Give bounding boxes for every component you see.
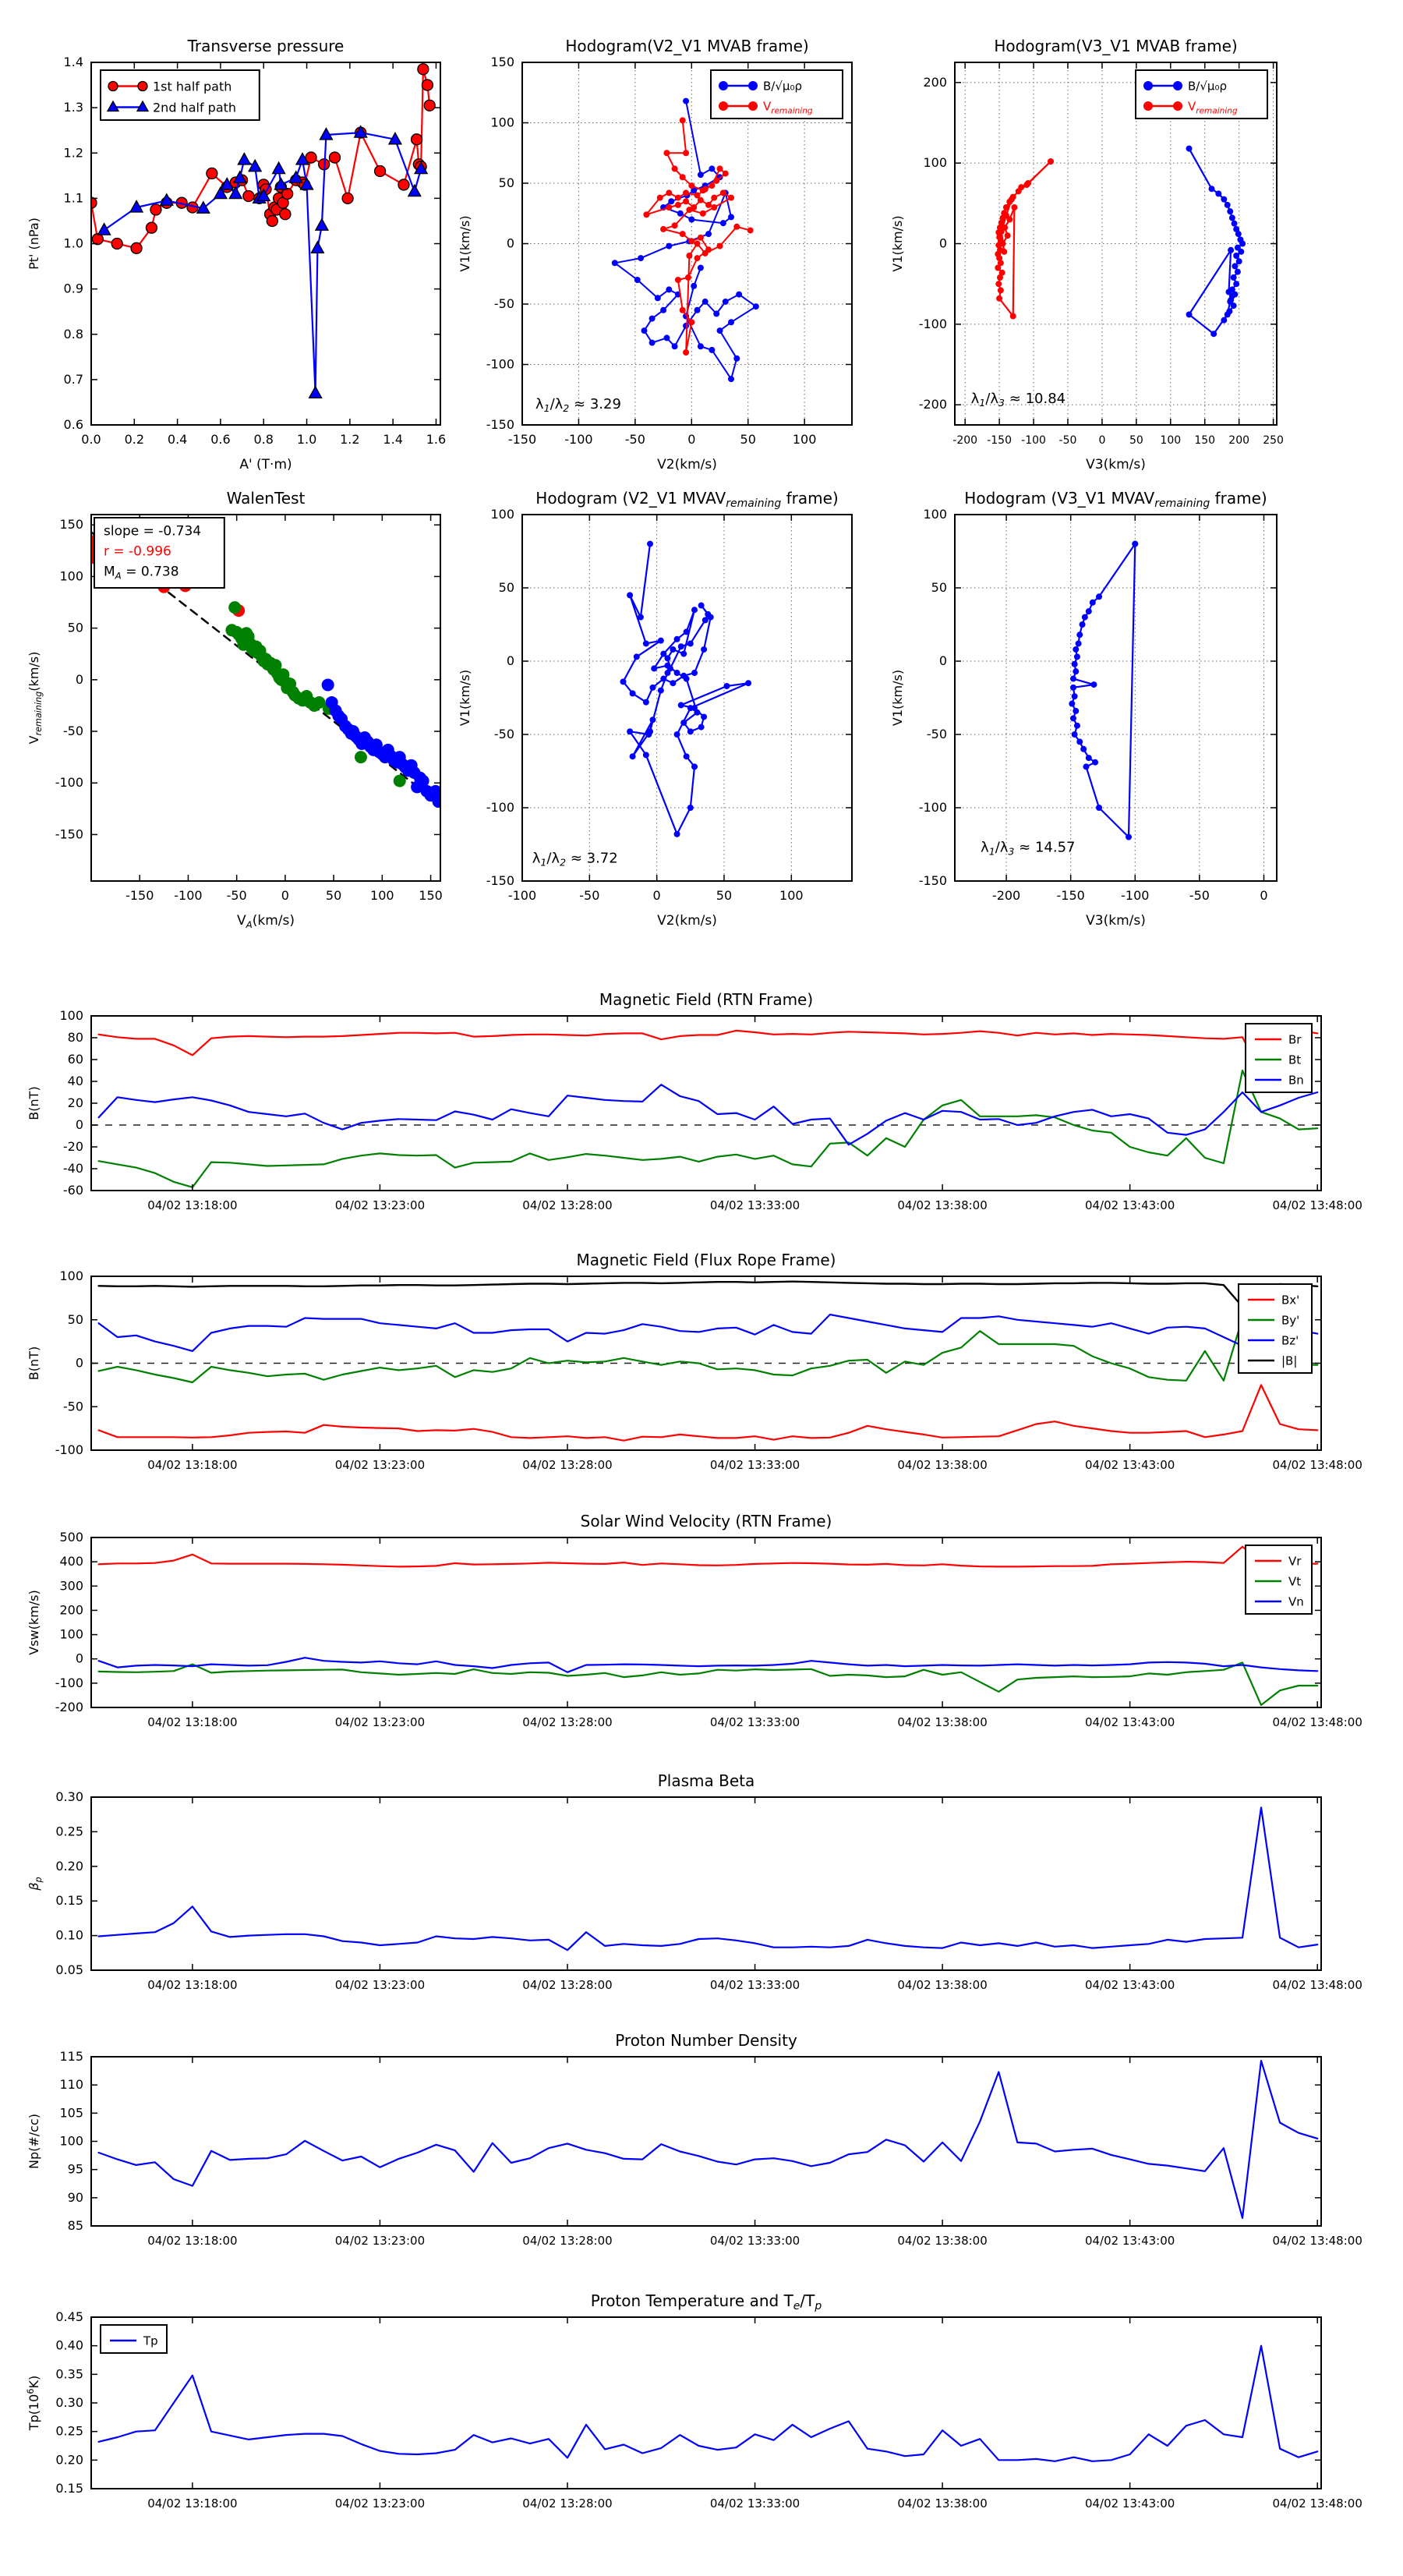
x-tick-label: 04/02 13:18:00	[147, 2234, 238, 2248]
panel-title: WalenTest	[226, 489, 306, 508]
y-tick-label: -200	[918, 397, 947, 412]
x-axis-label: V2(km/s)	[657, 457, 717, 472]
x-axis-label: V2(km/s)	[657, 913, 717, 929]
series-b-over-sqrt-mu0rho	[1186, 146, 1246, 338]
panel-magnetic-field-flux-rope	[27, 1251, 1362, 1472]
x-tick-label: 0.8	[253, 432, 274, 447]
x-tick-label: 04/02 13:38:00	[897, 1978, 988, 1992]
y-tick-label: -100	[55, 1442, 83, 1457]
x-tick-label: 04/02 13:43:00	[1084, 1198, 1175, 1212]
x-tick-label: -150	[1056, 888, 1085, 903]
stats-line: r = -0.996	[104, 543, 171, 560]
x-tick-label: 04/02 13:48:00	[1272, 1978, 1362, 1992]
x-tick-label: 04/02 13:18:00	[147, 1458, 238, 1472]
stats-box	[94, 518, 224, 588]
series-By-prime	[99, 1318, 1318, 1383]
stats-line: slope = -0.734	[104, 523, 202, 540]
legend-item-label: 2nd half path	[153, 100, 237, 115]
y-tick-label: -150	[486, 873, 514, 888]
x-tick-label: 04/02 13:48:00	[1272, 1715, 1362, 1729]
y-tick-label: 0.05	[55, 1962, 83, 1977]
series-Tp	[99, 2346, 1318, 2461]
x-tick-label: 04/02 13:28:00	[522, 2234, 613, 2248]
x-tick-label: 100	[792, 432, 817, 447]
y-tick-label: -150	[55, 826, 83, 842]
axis-ticks	[91, 1016, 1321, 1191]
y-tick-label: 85	[67, 2218, 83, 2233]
panel-title: Hodogram (V3_V1 $MVAV_{remaining}$ frame)	[964, 489, 1267, 510]
x-axis-label: $V_A(km/s)$	[236, 913, 295, 930]
y-tick-label: 200	[59, 1602, 83, 1618]
x-tick-label: -150	[507, 432, 537, 447]
y-tick-label: 1.2	[63, 145, 83, 161]
panel-annotation: $\lambda_1/\lambda_3 \approx 10.84$	[970, 391, 1066, 409]
x-tick-label: -50	[1058, 434, 1077, 447]
legend	[1246, 1024, 1312, 1092]
x-tick-label: 1.0	[296, 432, 317, 447]
x-tick-label: 04/02 13:23:00	[334, 1198, 426, 1212]
y-tick-label: 500	[59, 1530, 83, 1545]
y-tick-label: 200	[923, 74, 947, 90]
x-tick-label: 04/02 13:48:00	[1272, 2234, 1362, 2248]
legend-item-label: Vn	[1288, 1594, 1304, 1609]
y-tick-label: 0	[75, 1355, 83, 1371]
series-v-remaining	[643, 117, 753, 356]
x-tick-label: 04/02 13:43:00	[1084, 2496, 1175, 2511]
panel-title: Transverse pressure	[187, 37, 345, 55]
panel-plasma-beta	[27, 1771, 1362, 1992]
legend-item-label: Tp	[143, 2334, 158, 2348]
panel-hodogram-v2v1-mvab	[458, 37, 852, 472]
y-tick-label: -20	[62, 1139, 83, 1154]
y-tick-label: -100	[486, 356, 514, 372]
y-tick-label: 400	[59, 1554, 83, 1569]
x-tick-label: 04/02 13:33:00	[709, 1978, 800, 1992]
y-tick-label: 0.25	[55, 1824, 83, 1839]
legend-item-label: B/√μ₀ρ	[1188, 79, 1227, 94]
x-tick-label: 1.2	[340, 432, 360, 447]
axes-frame	[91, 1016, 1321, 1191]
legend-item-label: By'	[1281, 1313, 1300, 1328]
y-tick-label: 150	[490, 55, 514, 69]
x-tick-label: -50	[579, 888, 600, 903]
y-tick-label: -50	[493, 296, 514, 311]
panel-hodogram-v2v1-mvav	[458, 489, 852, 929]
legend-item-label: Bx'	[1281, 1293, 1300, 1307]
y-tick-label: 110	[59, 2077, 83, 2093]
y-axis-label: $\beta_p$	[27, 1877, 44, 1891]
x-tick-label: 04/02 13:38:00	[897, 1198, 988, 1212]
x-tick-label: 0	[1260, 888, 1268, 903]
panel-title: Magnetic Field (RTN Frame)	[599, 990, 814, 1009]
y-tick-label: 0.7	[63, 371, 83, 387]
legend-item-label: Bt	[1288, 1053, 1302, 1067]
x-tick-label: 04/02 13:18:00	[147, 1978, 238, 1992]
y-tick-label: -150	[486, 417, 514, 432]
axis-ticks	[522, 515, 852, 881]
legend-item-label: Vr	[1288, 1554, 1302, 1569]
x-tick-label: -50	[624, 432, 645, 447]
legend	[1246, 1545, 1312, 1614]
y-tick-label: 100	[59, 1008, 83, 1023]
x-tick-label: 04/02 13:28:00	[522, 1978, 613, 1992]
legend-item-label: Vt	[1288, 1574, 1302, 1589]
y-tick-label: -60	[62, 1183, 83, 1198]
x-tick-label: 0	[687, 432, 696, 447]
series-Vr	[99, 1547, 1318, 1567]
panel-proton-number-density	[27, 2031, 1362, 2248]
y-tick-label: 80	[67, 1030, 83, 1045]
x-tick-label: 50	[325, 888, 342, 903]
panel-annotation: $\lambda_1/\lambda_2 \approx 3.72$	[532, 850, 618, 869]
legend-item-label: $V_{remaining}$	[763, 99, 813, 116]
panel-title: Hodogram(V2_V1 MVAB frame)	[565, 37, 809, 55]
panel-annotation: $\lambda_1/\lambda_3 \approx 14.57$	[981, 839, 1076, 858]
y-tick-label: 90	[67, 2189, 83, 2205]
axis-ticks	[91, 2317, 1321, 2489]
axes-frame	[91, 2057, 1321, 2226]
y-tick-label: 1.4	[63, 55, 83, 69]
series-Vt	[99, 1662, 1318, 1705]
y-tick-label: 100	[59, 2133, 83, 2149]
y-tick-label: 60	[67, 1052, 83, 1067]
panel-solar-wind-velocity	[27, 1512, 1362, 1729]
y-axis-label: Pt' (nPa)	[27, 218, 41, 270]
y-axis-label: V1(km/s)	[890, 215, 905, 272]
panel-title: Proton Number Density	[615, 2031, 797, 2050]
y-tick-label: 0	[75, 1117, 83, 1132]
y-axis-label: V1(km/s)	[458, 215, 472, 272]
y-axis-label: V1(km/s)	[458, 669, 472, 727]
y-tick-label: 100	[59, 568, 83, 584]
x-tick-label: 04/02 13:43:00	[1084, 2234, 1175, 2248]
y-axis-label: Np(#/cc)	[27, 2114, 41, 2169]
x-tick-label: -50	[1189, 888, 1210, 903]
axis-ticks	[91, 2057, 1321, 2226]
y-tick-label: -100	[918, 800, 947, 815]
legend-item-label: Bz'	[1281, 1333, 1299, 1348]
y-tick-label: 100	[923, 155, 947, 171]
y-tick-label: 0	[938, 653, 947, 668]
legend	[101, 2325, 167, 2353]
x-tick-label: 100	[1160, 434, 1182, 447]
y-tick-label: 20	[67, 1095, 83, 1110]
y-tick-label: 0	[75, 1651, 83, 1666]
series-Bz-prime	[99, 1313, 1318, 1351]
y-tick-label: -100	[486, 800, 514, 815]
y-tick-label: 100	[923, 507, 947, 522]
series-v-remaining	[995, 158, 1054, 319]
y-tick-label: 100	[59, 1626, 83, 1642]
x-tick-label: 0.0	[81, 432, 101, 447]
series-Bt	[99, 1070, 1318, 1187]
x-tick-label: 04/02 13:18:00	[147, 2496, 238, 2511]
x-tick-label: 04/02 13:38:00	[897, 1458, 988, 1472]
panel-annotation: $\lambda_1/\lambda_2 \approx 3.29$	[535, 396, 621, 415]
y-tick-label: 150	[59, 517, 83, 533]
series-Bn	[99, 1085, 1318, 1145]
y-tick-label: 0	[506, 653, 514, 668]
x-tick-label: 04/02 13:28:00	[522, 2496, 613, 2511]
y-tick-label: 0	[506, 235, 514, 251]
x-tick-label: 1.6	[426, 432, 447, 447]
x-tick-label: 100	[370, 888, 394, 903]
series-beta-p	[99, 1807, 1318, 1950]
x-tick-label: -200	[991, 888, 1021, 903]
x-tick-label: 250	[1263, 434, 1284, 447]
panel-walen-test	[27, 489, 445, 930]
x-tick-label: 04/02 13:43:00	[1084, 1458, 1175, 1472]
x-tick-label: 04/02 13:23:00	[334, 1978, 426, 1992]
y-tick-label: 0.20	[55, 1858, 83, 1874]
series-Bx-prime	[99, 1385, 1318, 1440]
y-tick-label: 300	[59, 1578, 83, 1594]
panel-magnetic-field-rtn	[27, 990, 1362, 1212]
x-axis-label: V3(km/s)	[1086, 457, 1146, 472]
x-tick-label: 04/02 13:38:00	[897, 1715, 988, 1729]
axes-frame	[522, 515, 852, 881]
x-tick-label: -100	[174, 888, 203, 903]
x-tick-label: 04/02 13:28:00	[522, 1198, 613, 1212]
x-tick-label: 04/02 13:38:00	[897, 2496, 988, 2511]
y-tick-label: -100	[55, 1675, 83, 1690]
x-tick-label: 200	[1228, 434, 1250, 447]
y-tick-label: 1.1	[63, 190, 83, 206]
y-axis-label: $Tp(10^6K)$	[26, 2375, 41, 2431]
axis-ticks	[955, 515, 1277, 881]
x-tick-label: 100	[779, 888, 804, 903]
x-tick-label: 0.6	[210, 432, 231, 447]
legend	[1136, 70, 1267, 119]
x-tick-label: 0	[281, 888, 289, 903]
x-tick-label: 04/02 13:48:00	[1272, 1198, 1362, 1212]
y-tick-label: -200	[55, 1700, 83, 1714]
y-axis-label: Vsw(km/s)	[27, 1590, 41, 1655]
x-tick-label: -150	[987, 434, 1012, 447]
x-tick-label: 1.4	[383, 432, 403, 447]
y-tick-label: 50	[67, 620, 83, 635]
panel-proton-temperature	[26, 2291, 1362, 2511]
y-axis-label: V1(km/s)	[890, 669, 905, 727]
stats-line: $M_A = 0.738$	[104, 564, 179, 582]
panel-title: Proton Temperature and $T_e/T_p$	[590, 2291, 822, 2312]
y-tick-label: -50	[926, 727, 947, 741]
x-tick-label: 04/02 13:18:00	[147, 1715, 238, 1729]
y-tick-label: -40	[62, 1161, 83, 1176]
y-tick-label: 0.30	[55, 1789, 83, 1804]
x-tick-label: -50	[226, 888, 247, 903]
panel-hodogram-v3v1-mvav	[890, 489, 1277, 929]
y-tick-label: 0.15	[55, 1893, 83, 1909]
x-tick-label: 04/02 13:28:00	[522, 1715, 613, 1729]
y-tick-label: 0.40	[55, 2337, 83, 2353]
x-tick-label: 04/02 13:43:00	[1084, 1978, 1175, 1992]
x-tick-label: 04/02 13:33:00	[709, 1198, 800, 1212]
x-tick-label: -100	[1121, 888, 1150, 903]
y-tick-label: 100	[490, 507, 514, 522]
x-tick-label: 50	[1129, 434, 1143, 447]
x-tick-label: 04/02 13:33:00	[709, 2496, 800, 2511]
y-tick-label: 0.6	[63, 417, 83, 432]
x-tick-label: -150	[125, 888, 154, 903]
y-tick-label: -50	[62, 1399, 83, 1414]
x-tick-label: 0.4	[167, 432, 188, 447]
x-tick-label: -100	[564, 432, 593, 447]
y-tick-label: 50	[498, 175, 514, 190]
axes-frame	[955, 515, 1277, 881]
x-tick-label: 04/02 13:23:00	[334, 2496, 426, 2511]
x-tick-label: 150	[419, 888, 443, 903]
series-Np	[99, 2061, 1318, 2218]
y-tick-label: 0	[938, 235, 947, 251]
y-tick-label: 50	[67, 1311, 83, 1327]
panel-title: Magnetic Field (Flux Rope Frame)	[576, 1251, 836, 1269]
panel-title: Hodogram (V2_V1 $MVAV_{remaining}$ frame)	[535, 489, 839, 510]
legend-item-label: |B|	[1281, 1353, 1298, 1368]
x-tick-label: -100	[1021, 434, 1046, 447]
x-tick-label: 04/02 13:33:00	[709, 1715, 800, 1729]
x-axis-label: V3(km/s)	[1086, 913, 1146, 929]
y-tick-label: 105	[59, 2105, 83, 2121]
x-tick-label: 04/02 13:23:00	[334, 1458, 426, 1472]
x-tick-label: 04/02 13:43:00	[1084, 1715, 1175, 1729]
y-axis-label: $V_{remaining}(km/s)$	[27, 651, 44, 745]
legend-item-label: Br	[1288, 1032, 1302, 1047]
y-tick-label: 1.3	[63, 100, 83, 115]
series-Br	[99, 1030, 1318, 1073]
y-tick-label: 0.15	[55, 2481, 83, 2496]
x-tick-label: -100	[507, 888, 537, 903]
y-tick-label: 50	[931, 580, 947, 595]
y-tick-label: 95	[67, 2161, 83, 2177]
y-tick-label: 50	[498, 580, 514, 595]
y-tick-label: -50	[493, 727, 514, 741]
y-tick-label: 0.35	[55, 2366, 83, 2382]
x-tick-label: 0	[652, 888, 661, 903]
x-tick-label: 04/02 13:18:00	[147, 1198, 238, 1212]
x-tick-label: 0	[1098, 434, 1106, 447]
gridlines	[955, 515, 1277, 881]
y-tick-label: 0.45	[55, 2309, 83, 2324]
legend-item-label: 1st half path	[153, 79, 232, 94]
x-tick-label: 04/02 13:23:00	[334, 1715, 426, 1729]
x-tick-label: 04/02 13:23:00	[334, 2234, 426, 2248]
legend	[101, 70, 260, 120]
y-tick-label: 0.30	[55, 2395, 83, 2410]
panel-title: Plasma Beta	[657, 1771, 755, 1790]
x-tick-label: 0.2	[124, 432, 145, 447]
gridlines	[522, 515, 852, 881]
panel-hodogram-v3v1-mvab	[890, 37, 1284, 472]
axes-frame	[91, 2317, 1321, 2489]
y-tick-label: 40	[67, 1074, 83, 1088]
x-axis-label: A' (T·m)	[239, 457, 292, 472]
y-tick-label: 0	[75, 671, 83, 687]
y-axis-label: B(nT)	[27, 1346, 41, 1381]
x-tick-label: 50	[740, 432, 756, 447]
x-tick-label: 04/02 13:48:00	[1272, 2496, 1362, 2511]
y-tick-label: 0.25	[55, 2423, 83, 2439]
x-tick-label: -200	[952, 434, 978, 447]
x-tick-label: 04/02 13:48:00	[1272, 1458, 1362, 1472]
legend-item-label: B/√μ₀ρ	[763, 79, 802, 94]
x-tick-label: 04/02 13:33:00	[709, 1458, 800, 1472]
panel-transverse-pressure	[27, 37, 446, 472]
panel-title: Solar Wind Velocity (RTN Frame)	[580, 1512, 832, 1530]
series-velocity-hodogram	[1069, 541, 1138, 840]
series-velocity-hodogram	[620, 541, 751, 837]
series-last-interval-points	[322, 678, 445, 808]
x-tick-label: 04/02 13:33:00	[709, 2234, 800, 2248]
y-tick-label: 100	[490, 115, 514, 130]
y-tick-label: -50	[62, 724, 83, 739]
x-tick-label: 150	[1194, 434, 1216, 447]
y-tick-label: -100	[918, 316, 947, 331]
x-tick-label: 04/02 13:28:00	[522, 1458, 613, 1472]
y-tick-label: 115	[59, 2049, 83, 2064]
series-B-magnitude	[99, 1282, 1318, 1307]
y-tick-label: 0.10	[55, 1927, 83, 1943]
panel-title: Hodogram(V3_V1 MVAB frame)	[994, 37, 1238, 55]
y-tick-label: 1.0	[63, 235, 83, 251]
legend	[711, 70, 843, 119]
y-tick-label: 0.9	[63, 281, 83, 296]
y-axis-label: B(nT)	[27, 1086, 41, 1120]
legend-item-label: Bn	[1288, 1073, 1304, 1088]
legend	[1239, 1284, 1312, 1373]
y-tick-label: -150	[918, 873, 947, 888]
x-tick-label: 04/02 13:38:00	[897, 2234, 988, 2248]
y-tick-label: 100	[59, 1269, 83, 1283]
legend-item-label: $V_{remaining}$	[1188, 99, 1238, 116]
x-tick-label: 50	[716, 888, 733, 903]
y-tick-label: 0.20	[55, 2452, 83, 2468]
y-tick-label: -100	[55, 775, 83, 791]
y-tick-label: 0.8	[63, 326, 83, 341]
